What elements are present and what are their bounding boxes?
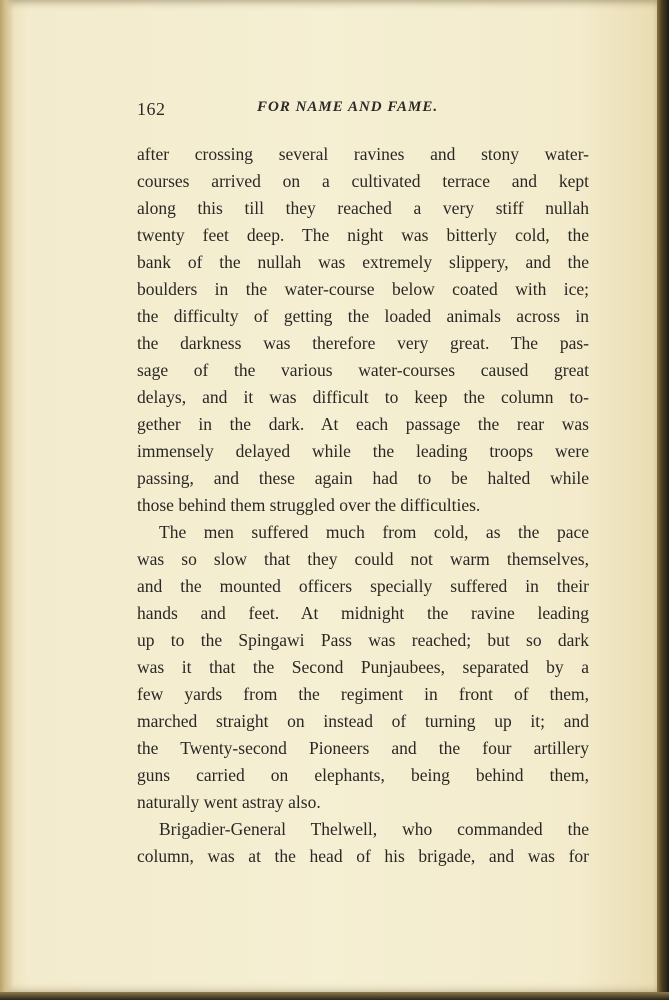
text-line: and the mounted officers specially suffered in their [137, 576, 589, 596]
text-line: courses arrived on a cultivated terrace and kept [137, 171, 589, 191]
text-line: marched straight on instead of turning up it; and [137, 711, 589, 731]
text-line: the difficulty of getting the loaded animals across in [137, 306, 589, 326]
text-line: along this till they reached a very stiff nullah [137, 198, 589, 218]
body-text [137, 141, 589, 870]
text-line: after crossing several ravines and stony water- [137, 144, 589, 164]
text-line: bank of the nullah was extremely slippery, and the [137, 252, 589, 272]
text-line: guns carried on elephants, being behind them, [137, 765, 589, 785]
page-bottom-edge [0, 992, 669, 1000]
running-title: FOR NAME AND FAME. [257, 99, 439, 115]
paragraph-first-line: Brigadier-General Thelwell, who commanded the [159, 819, 589, 839]
text-line: naturally went astray also. [137, 792, 321, 812]
text-line: was so slow that they could not warm themselves, [137, 549, 589, 569]
text-line: column, was at the head of his brigade, and was for [137, 846, 589, 866]
page-inner-edge [0, 0, 14, 992]
text-line: the darkness was therefore very great. The pas- [137, 333, 589, 353]
text-line: those behind them struggled over the difficulties. [137, 495, 481, 515]
page-header [137, 95, 589, 121]
text-line: twenty feet deep. The night was bitterly cold, the [137, 225, 589, 245]
text-line: gether in the dark. At each passage the rear was [137, 414, 589, 434]
text-line: immensely delayed while the leading troops were [137, 441, 589, 461]
paragraph-first-line: The men suffered much from cold, as the pace [159, 522, 589, 542]
text-line: delays, and it was difficult to keep the column to- [137, 387, 589, 407]
text-line: passing, and these again had to be halted while [137, 468, 589, 488]
text-line: sage of the various water-courses caused great [137, 360, 589, 380]
book-spine-edge [657, 0, 669, 1000]
text-line: hands and feet. At midnight the ravine leading [137, 603, 589, 623]
page-number: 162 [137, 99, 166, 119]
text-line: was it that the Second Punjaubees, separated by a [137, 657, 589, 677]
text-line: the Twenty-second Pioneers and the four artillery [137, 738, 589, 758]
text-line: boulders in the water-course below coated with ice; [137, 279, 589, 299]
text-line: few yards from the regiment in front of them, [137, 684, 589, 704]
text-line: up to the Spingawi Pass was reached; but so dark [137, 630, 589, 650]
